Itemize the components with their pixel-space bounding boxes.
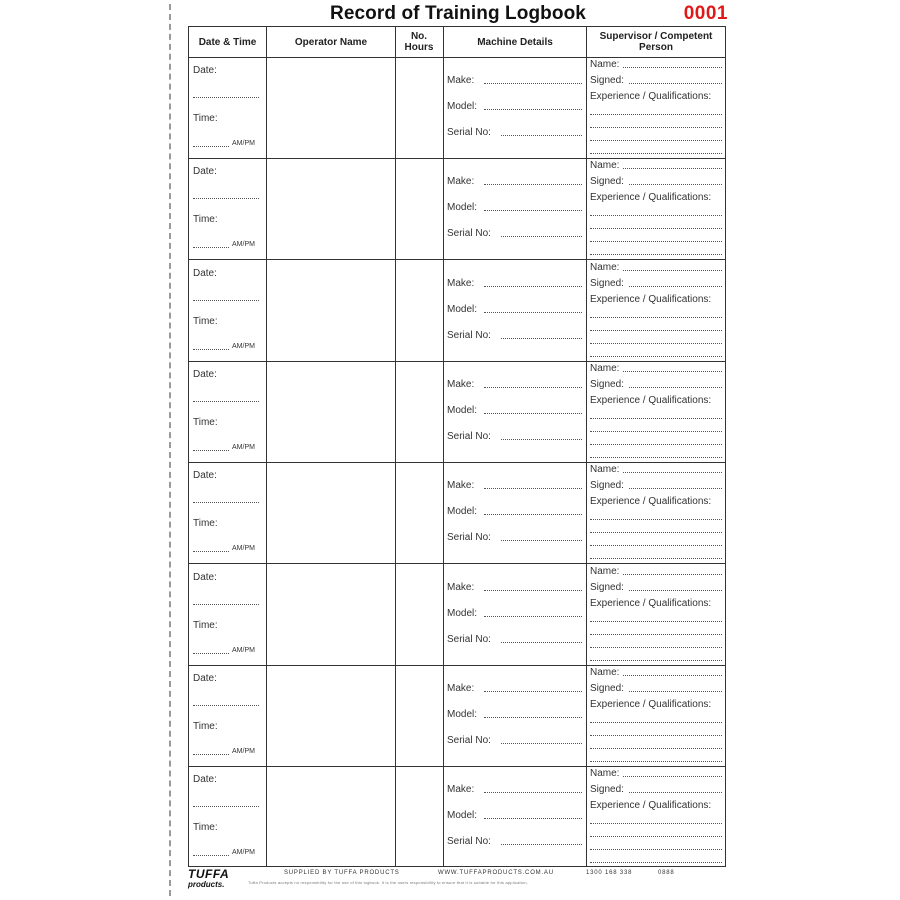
dotted-fill-line[interactable] [629,590,722,591]
make-label: Make: [447,784,475,796]
date-time-cell [189,158,266,259]
serial-label: Serial No: [447,734,491,746]
signed-label: Signed: [590,378,624,390]
dotted-fill-line[interactable] [590,660,722,661]
dotted-fill-line[interactable] [193,604,259,605]
dotted-fill-line[interactable] [623,67,722,68]
dotted-fill-line[interactable] [484,286,582,287]
dotted-fill-line[interactable] [590,545,722,546]
experience-label: Experience / Qualifications: [590,496,712,508]
model-label: Model: [447,607,478,619]
time-label: Time: [193,214,218,226]
supervisor-cell [587,158,725,259]
dotted-fill-line[interactable] [193,450,229,451]
model-label: Model: [447,202,478,214]
date-time-cell [189,766,266,867]
signed-label: Signed: [590,75,624,86]
dotted-fill-line[interactable] [590,823,722,824]
date-time-cell [189,361,266,462]
dotted-fill-line[interactable] [590,330,722,331]
experience-label: Experience / Qualifications: [590,293,712,305]
time-label: Time: [193,822,218,834]
dotted-fill-line[interactable] [623,776,722,777]
date-label: Date: [193,166,217,178]
dotted-fill-line[interactable] [590,127,722,128]
ampm-label: AM/PM [232,342,255,350]
dotted-fill-line[interactable] [629,691,722,692]
supervisor-cell [587,260,725,361]
dotted-fill-line[interactable] [501,338,582,339]
dotted-fill-line[interactable] [629,286,722,287]
date-label: Date: [193,267,217,279]
time-label: Time: [193,720,218,732]
dotted-fill-line[interactable] [629,488,722,489]
table-header [189,27,725,58]
dotted-fill-line[interactable] [193,705,259,706]
header-supervisor: Supervisor / Competent Person [599,31,713,53]
signed-label: Signed: [590,581,624,593]
serial-label: Serial No: [447,532,491,544]
phone-number: 1300 168 338 [586,870,633,876]
dotted-fill-line[interactable] [590,228,722,229]
make-label: Make: [447,682,475,694]
ampm-label: AM/PM [232,747,255,755]
serial-label: Serial No: [447,836,491,848]
serial-label: Serial No: [447,228,491,240]
dotted-fill-line[interactable] [590,558,722,559]
make-label: Make: [447,378,475,390]
model-label: Model: [447,810,478,822]
experience-label: Experience / Qualifications: [590,597,712,609]
signed-label: Signed: [590,682,624,694]
supervisor-cell [587,665,725,766]
dotted-fill-line[interactable] [193,754,229,755]
fine-print: Tuffa Products accepts no responsibility for the use of this logbook. It is the users responsibility to ensure that it is suitable for this application. [248,880,529,885]
ampm-label: AM/PM [232,140,255,147]
make-label: Make: [447,277,475,289]
table-row [189,766,725,867]
dotted-fill-line[interactable] [590,114,722,115]
name-label: Name: [590,666,620,678]
dotted-fill-line[interactable] [484,691,582,692]
ampm-label: AM/PM [232,849,255,857]
header-operator-name: Operator Name [294,36,368,48]
dotted-fill-line[interactable] [501,236,582,237]
name-label: Name: [590,59,620,70]
date-time-cell [189,564,266,665]
dotted-fill-line[interactable] [193,349,229,350]
dotted-fill-line[interactable] [501,135,582,136]
serial-label: Serial No: [447,127,491,138]
dotted-fill-line[interactable] [193,300,259,301]
dotted-fill-line[interactable] [484,590,582,591]
header-date-time: Date & Time [198,36,257,48]
machine-details-cell [444,665,586,766]
dotted-fill-line[interactable] [629,83,722,84]
dotted-fill-line[interactable] [193,146,229,147]
dotted-fill-line[interactable] [484,109,582,110]
machine-details-cell [444,57,586,158]
model-label: Model: [447,101,478,112]
signed-label: Signed: [590,176,624,188]
dotted-fill-line[interactable] [590,317,722,318]
supervisor-cell [587,361,725,462]
date-time-cell [189,57,266,158]
dotted-fill-line[interactable] [623,472,722,473]
date-time-cell [189,260,266,361]
dotted-fill-line[interactable] [590,140,722,141]
date-time-cell [189,462,266,563]
table-row [189,665,725,767]
experience-label: Experience / Qualifications: [590,192,712,204]
serial-label: Serial No: [447,430,491,442]
dotted-fill-line[interactable] [501,743,582,744]
supervisor-cell [587,57,725,158]
machine-details-cell [444,766,586,867]
dotted-fill-line[interactable] [623,574,722,575]
experience-label: Experience / Qualifications: [590,91,712,102]
model-label: Model: [447,303,478,315]
header-machine-details: Machine Details [477,36,553,48]
dotted-fill-line[interactable] [484,83,582,84]
dotted-fill-line[interactable] [484,210,582,211]
dotted-fill-line[interactable] [501,844,582,845]
signed-label: Signed: [590,784,624,796]
dotted-fill-line[interactable] [590,457,722,458]
dotted-fill-line[interactable] [590,343,722,344]
dotted-fill-line[interactable] [484,312,582,313]
date-label: Date: [193,65,217,76]
dotted-fill-line[interactable] [590,748,722,749]
date-time-cell [189,665,266,766]
dotted-fill-line[interactable] [484,387,582,388]
dotted-fill-line[interactable] [590,849,722,850]
ampm-label: AM/PM [232,241,255,249]
signed-label: Signed: [590,277,624,289]
supplied-by-text: SUPPLIED BY TUFFA PRODUCTS [284,870,400,876]
page-title: Record of Training Logbook [330,3,586,24]
make-label: Make: [447,176,475,188]
table-row [189,158,725,260]
dotted-fill-line[interactable] [590,836,722,837]
dotted-fill-line[interactable] [629,792,722,793]
ampm-label: AM/PM [232,646,255,654]
time-label: Time: [193,113,218,124]
logo-subtext: products. [188,880,225,889]
dotted-fill-line[interactable] [623,168,722,169]
time-label: Time: [193,416,218,428]
dotted-fill-line[interactable] [193,97,259,98]
machine-details-cell [444,260,586,361]
dotted-fill-line[interactable] [629,184,722,185]
dotted-fill-line[interactable] [590,761,722,762]
date-label: Date: [193,368,217,380]
dotted-fill-line[interactable] [501,642,582,643]
dotted-fill-line[interactable] [590,356,722,357]
date-label: Date: [193,774,217,786]
dotted-fill-line[interactable] [623,675,722,676]
dotted-fill-line[interactable] [484,818,582,819]
time-label: Time: [193,518,218,530]
table-row [189,361,725,463]
dotted-fill-line[interactable] [484,514,582,515]
table-row [189,564,725,666]
dotted-fill-line[interactable] [590,418,722,419]
serial-label: Serial No: [447,633,491,645]
dotted-fill-line[interactable] [590,444,722,445]
dotted-fill-line[interactable] [590,254,722,255]
table-row [189,57,725,159]
model-label: Model: [447,708,478,720]
machine-details-cell [444,564,586,665]
machine-details-cell [444,462,586,563]
header-no-hours: No. Hours [404,31,434,53]
dotted-fill-line[interactable] [193,653,229,654]
dotted-fill-line[interactable] [623,371,722,372]
dotted-fill-line[interactable] [590,647,722,648]
dotted-fill-line[interactable] [623,270,722,271]
name-label: Name: [590,768,620,780]
product-code: 0888 [658,870,675,876]
dotted-fill-line[interactable] [193,401,259,402]
experience-label: Experience / Qualifications: [590,698,712,710]
dotted-fill-line[interactable] [501,540,582,541]
time-label: Time: [193,619,218,631]
make-label: Make: [447,75,475,86]
perforation-line [169,4,171,896]
footer [188,868,728,894]
dotted-fill-line[interactable] [590,621,722,622]
dotted-fill-line[interactable] [501,439,582,440]
dotted-fill-line[interactable] [590,634,722,635]
dotted-fill-line[interactable] [590,215,722,216]
dotted-fill-line[interactable] [629,387,722,388]
dotted-fill-line[interactable] [484,717,582,718]
name-label: Name: [590,261,620,273]
table-row [189,260,725,362]
dotted-fill-line[interactable] [590,722,722,723]
date-label: Date: [193,470,217,482]
make-label: Make: [447,480,475,492]
dotted-fill-line[interactable] [193,502,259,503]
dotted-fill-line[interactable] [193,198,259,199]
dotted-fill-line[interactable] [590,241,722,242]
dotted-fill-line[interactable] [484,184,582,185]
dotted-fill-line[interactable] [590,862,722,863]
time-label: Time: [193,315,218,327]
model-label: Model: [447,506,478,518]
dotted-fill-line[interactable] [193,855,229,856]
dotted-fill-line[interactable] [590,431,722,432]
logbook-table [188,26,726,867]
brand-logo [188,868,248,889]
name-label: Name: [590,464,620,476]
dotted-fill-line[interactable] [484,792,582,793]
dotted-fill-line[interactable] [590,735,722,736]
website-text: WWW.TUFFAPRODUCTS.COM.AU [438,870,554,876]
supervisor-cell [587,766,725,867]
ampm-label: AM/PM [232,545,255,553]
dotted-fill-line[interactable] [590,153,722,154]
serial-label: Serial No: [447,329,491,341]
date-label: Date: [193,571,217,583]
dotted-fill-line[interactable] [484,488,582,489]
ampm-label: AM/PM [232,443,255,451]
dotted-fill-line[interactable] [484,413,582,414]
dotted-fill-line[interactable] [193,247,229,248]
table-row [189,462,725,564]
signed-label: Signed: [590,480,624,492]
name-label: Name: [590,565,620,577]
experience-label: Experience / Qualifications: [590,394,712,406]
logo-wordmark: TUFFA [188,867,230,881]
dotted-fill-line[interactable] [590,519,722,520]
experience-label: Experience / Qualifications: [590,800,712,812]
make-label: Make: [447,581,475,593]
date-label: Date: [193,672,217,684]
dotted-fill-line[interactable] [590,532,722,533]
machine-details-cell [444,158,586,259]
machine-details-cell [444,361,586,462]
dotted-fill-line[interactable] [193,551,229,552]
dotted-fill-line[interactable] [484,616,582,617]
dotted-fill-line[interactable] [193,806,259,807]
name-label: Name: [590,362,620,374]
model-label: Model: [447,404,478,416]
name-label: Name: [590,160,620,172]
supervisor-cell [587,462,725,563]
supervisor-cell [587,564,725,665]
document-number: 0001 [683,3,728,24]
